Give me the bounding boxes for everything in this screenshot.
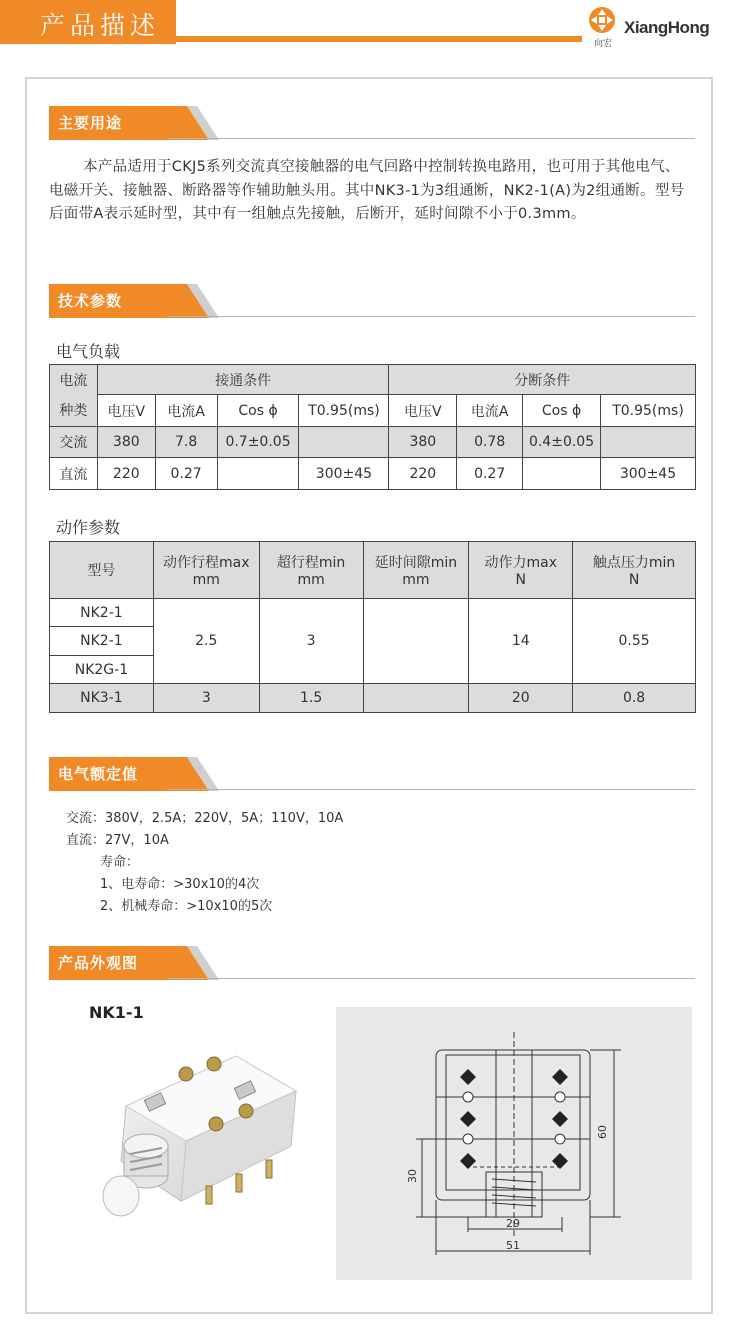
header-tab: [0, 0, 176, 44]
header-text: 电流: [59, 372, 88, 389]
table-cell: 380: [97, 427, 155, 458]
header-unit: N: [628, 572, 640, 588]
col-header: [50, 542, 154, 599]
heading-wedge: [167, 946, 227, 980]
col-header: [153, 542, 259, 599]
table-cell: [601, 427, 696, 458]
table-cell: 20: [469, 684, 573, 713]
table-row: [50, 599, 696, 627]
section-title: 主要用途: [49, 106, 167, 140]
on-condition-header: 接通条件: [97, 365, 389, 395]
dimension-height: 60: [596, 1125, 609, 1139]
col-header: 电压V: [97, 395, 155, 427]
col-header: [573, 542, 696, 599]
header-unit: mm: [192, 572, 220, 588]
model-cell: NK3-1: [50, 684, 154, 713]
table-cell: 1.5: [259, 684, 363, 713]
table-cell: 0.4±0.05: [523, 427, 601, 458]
dimension-left: 30: [406, 1169, 419, 1183]
page-title: 产品描述: [40, 11, 161, 40]
header-text: 触点压力min: [592, 555, 676, 571]
header-text: 延时间隙min: [374, 555, 458, 571]
model-cell: NK2-1: [50, 627, 154, 656]
col-header: T0.95(ms): [299, 395, 389, 427]
dimension-drawing: [336, 1007, 692, 1280]
section-heading-usage: [49, 106, 695, 140]
rating-ac: 交流：380V，2.5A；220V，5A；110V，10A: [66, 811, 344, 826]
logo-cn-text: 向宏: [593, 39, 612, 49]
section-heading-appearance: [49, 946, 695, 980]
row-label: 直流: [50, 458, 98, 490]
table-row: [50, 458, 696, 490]
table-cell: 0.27: [155, 458, 217, 490]
current-type-header: [50, 365, 98, 427]
product-photo: [86, 1036, 306, 1236]
section-title: 电气额定值: [49, 757, 167, 791]
table-cell: [299, 427, 389, 458]
table-cell: [523, 458, 601, 490]
table-cell: 3: [259, 599, 363, 684]
heading-wedge: [167, 284, 227, 318]
header-unit: mm: [402, 572, 430, 588]
col-header: Cos ϕ: [523, 395, 601, 427]
dimension-inner: 29: [506, 1217, 520, 1230]
col-header: [363, 542, 469, 599]
heading-rule: [167, 789, 695, 790]
col-header: 电流A: [457, 395, 523, 427]
table-cell: 0.7±0.05: [217, 427, 299, 458]
header-text: 超行程min: [276, 555, 346, 571]
heading-wedge: [167, 757, 227, 791]
section-title: 技术参数: [49, 284, 167, 318]
dimension-width: 51: [506, 1239, 520, 1252]
table-cell: 2.5: [153, 599, 259, 684]
rating-life-electric: 1、电寿命：>30x10的4次: [100, 877, 260, 892]
header-unit: N: [515, 572, 526, 588]
table-cell: [363, 684, 469, 713]
col-header: [469, 542, 573, 599]
off-condition-header: 分断条件: [389, 365, 696, 395]
action-params-title: 动作参数: [56, 518, 121, 537]
col-header: 电流A: [155, 395, 217, 427]
rating-dc: 直流：27V，10A: [66, 833, 169, 848]
electric-load-title: 电气负载: [56, 342, 121, 361]
table-row: [50, 427, 696, 458]
table-cell: [363, 599, 469, 684]
table-cell: 300±45: [299, 458, 389, 490]
col-header: Cos ϕ: [217, 395, 299, 427]
header-rule: [176, 36, 582, 42]
table-cell: 220: [97, 458, 155, 490]
section-heading-rating: [49, 757, 695, 791]
table-cell: 0.8: [573, 684, 696, 713]
header-text: 种类: [59, 402, 88, 419]
header-text: 动作力max: [484, 555, 557, 571]
table-cell: 0.78: [457, 427, 523, 458]
table-cell: 7.8: [155, 427, 217, 458]
table-cell: 380: [389, 427, 457, 458]
table-cell: [217, 458, 299, 490]
header-text: 动作行程max: [163, 555, 250, 571]
rating-list: [66, 808, 343, 918]
heading-wedge: [167, 106, 227, 140]
heading-rule: [167, 138, 695, 139]
table-cell: 220: [389, 458, 457, 490]
heading-rule: [167, 978, 695, 979]
product-model-label: NK1-1: [89, 1003, 144, 1022]
brand-logo: [586, 6, 736, 49]
header-unit: mm: [297, 572, 325, 588]
table-cell: 0.27: [457, 458, 523, 490]
col-header: 电压V: [389, 395, 457, 427]
logo-icon: [588, 6, 616, 34]
section-heading-tech: [49, 284, 695, 318]
rating-life-label: 寿命：: [100, 855, 140, 870]
row-label: 交流: [50, 427, 98, 458]
page-header: [0, 0, 738, 50]
table-cell: 3: [153, 684, 259, 713]
usage-paragraph: 本产品适用于CKJ5系列交流真空接触器的电气回路中控制转换电路用，也可用于其他电气、电磁开关、接触器、断路器等作辅助触头用。其中NK3-1为3组通断，NK2-1(A)为2组通断。型号后面带A表示延时型，其中有一组触点先接触，后断开，延时间隙不小于0.3mm。: [49, 159, 685, 222]
col-header: T0.95(ms): [601, 395, 696, 427]
logo-en-text: XiangHong: [624, 18, 710, 37]
model-cell: NK2G-1: [50, 656, 154, 684]
action-params-table: [49, 541, 696, 713]
model-cell: NK2-1: [50, 599, 154, 627]
header-text: 型号: [87, 563, 116, 579]
electric-load-table: [49, 364, 696, 490]
table-cell: 0.55: [573, 599, 696, 684]
section-title: 产品外观图: [49, 946, 167, 980]
dimension-drawing-svg: [336, 1007, 692, 1280]
table-cell: 300±45: [601, 458, 696, 490]
col-header: [259, 542, 363, 599]
table-row: [50, 684, 696, 713]
table-cell: 14: [469, 599, 573, 684]
rating-life-mechanical: 2、机械寿命：>10x10的5次: [100, 899, 273, 914]
heading-rule: [167, 316, 695, 317]
